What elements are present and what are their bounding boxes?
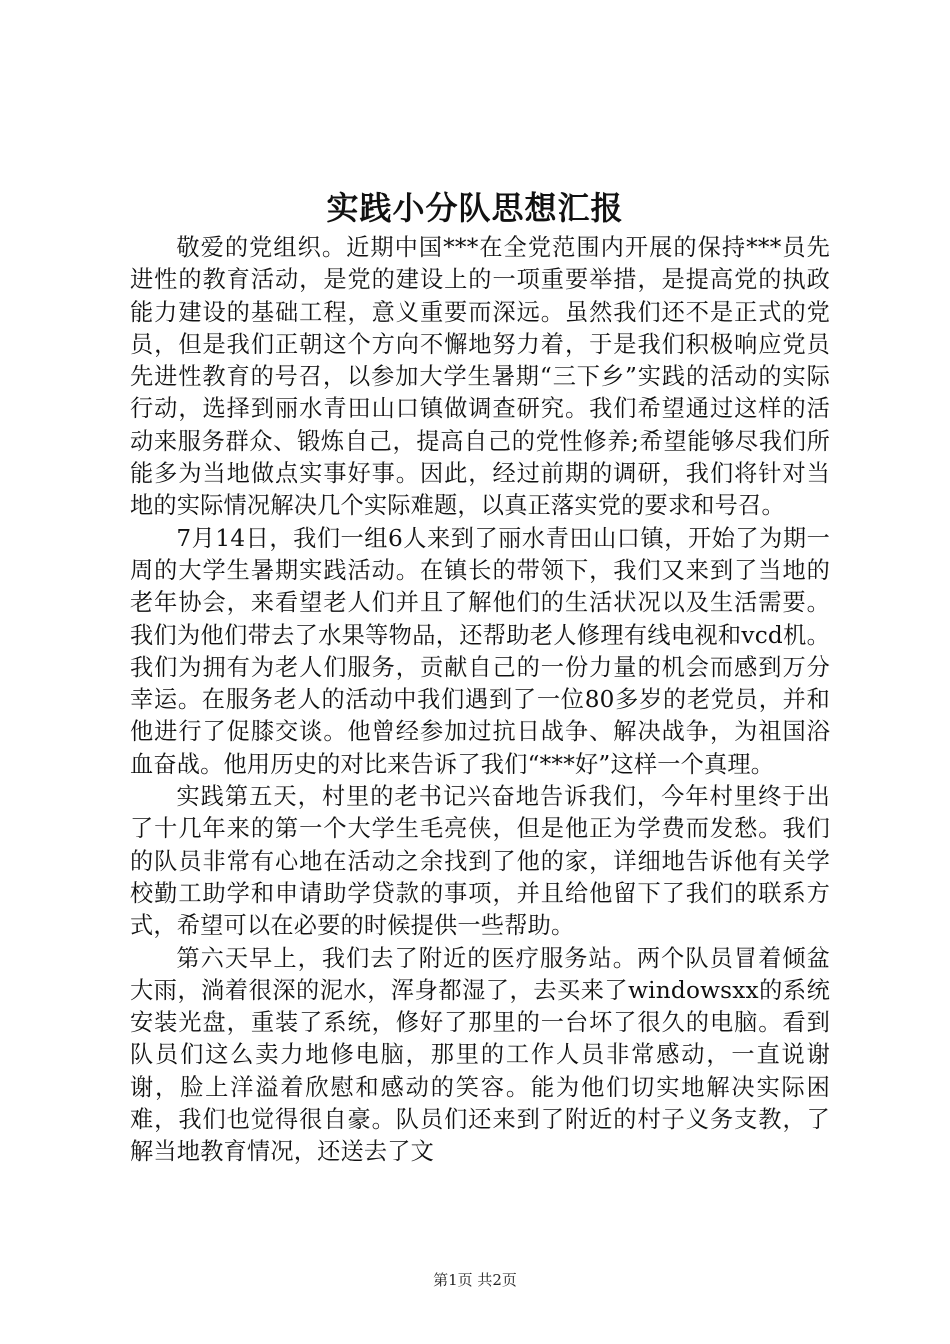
paragraph-2: 7月14日，我们一组6人来到了丽水青田山口镇，开始了为期一周的大学生暑期实践活动。在镇长的带领下，我们又来到了当地的老年协会，来看望老人们并且了解他们的生活状况以及生活需要。我们为他们带去了水果等物品，还帮助老人修理有线电视和vcd机。我们为拥有为老人们服务，贡献自己的一份力量的机会而感到万分幸运。在服务老人的活动中我们遇到了一位80多岁的老党员，并和他进行了促膝交谈。他曾经参加过抗日战争、解决战争，为祖国浴血奋战。他用历史的对比来告诉了我们“***好”这样一个真理。 — [130, 524, 830, 778]
document-title: 实践小分队思想汇报 — [326, 189, 624, 227]
page-footer: 第1页 共2页 — [433, 1271, 517, 1289]
paragraph-3: 实践第五天，村里的老书记兴奋地告诉我们，今年村里终于出了十几年来的第一个大学生毛亮侠，但是他正为学费而发愁。我们的队员非常有心地在活动之余找到了他的家，详细地告诉他有关学校勤工助学和申请助学贷款的事项，并且给他留下了我们的联系方式，希望可以在必要的时候提供一些帮助。 — [130, 783, 830, 940]
document-body — [130, 232, 830, 1169]
paragraph-1: 敬爱的党组织。近期中国***在全党范围内开展的保持***员先进性的教育活动，是党的建设上的一项重要举措，是提高党的执政能力建设的基础工程，意义重要而深远。虽然我们还不是正式的党员，但是我们正朝这个方向不懈地努力着，于是我们积极响应党员先进性教育的号召，以参加大学生暑期“三下乡”实践的活动的实际行动，选择到丽水青田山口镇做调查研究。我们希望通过这样的活动来服务群众、锻炼自己，提高自己的党性修养;希望能够尽我们所能多为当地做点实事好事。因此，经过前期的调研，我们将针对当地的实际情况解决几个实际难题，以真正落实党的要求和号召。 — [130, 234, 830, 520]
paragraph-4: 第六天早上，我们去了附近的医疗服务站。两个队员冒着倾盆大雨，淌着很深的泥水，浑身都湿了，去买来了windowsxx的系统安装光盘，重装了系统，修好了那里的一台坏了很久的电脑。看到队员们这么卖力地修电脑，那里的工作人员非常感动，一直说谢谢，脸上洋溢着欣慰和感动的笑容。能为他们切实地解决实际困难，我们也觉得很自豪。队员们还来到了附近的村子义务支教，了解当地教育情况，还送去了文 — [130, 944, 830, 1166]
